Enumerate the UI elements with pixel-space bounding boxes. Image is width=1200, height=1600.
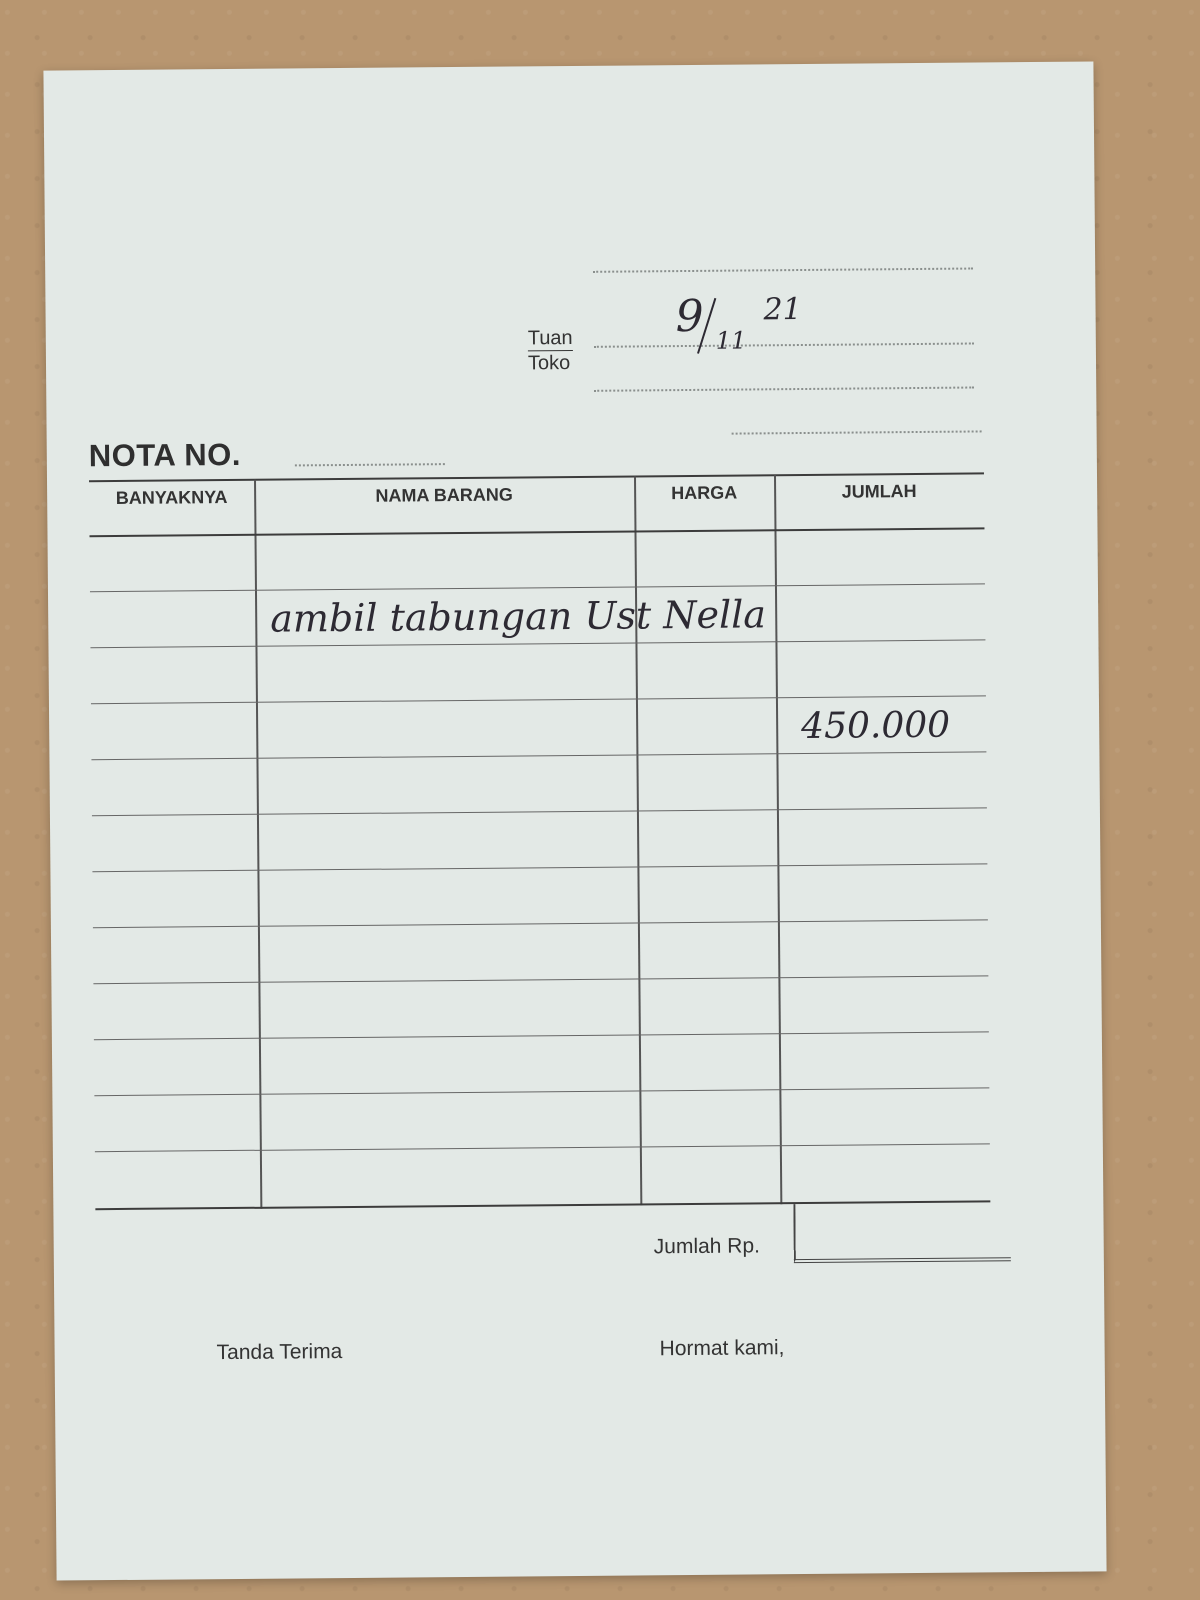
row-line <box>91 695 986 704</box>
item-amount: 450.000 <box>801 704 951 748</box>
receipt-paper <box>43 61 1106 1580</box>
row-line <box>93 919 988 928</box>
row-line <box>90 583 985 592</box>
customer-line-2 <box>594 343 974 348</box>
customer-line-4 <box>732 430 982 434</box>
customer-line-1 <box>593 268 973 273</box>
sender-signature-label: Hormat kami, <box>659 1336 785 1361</box>
header-harga: HARGA <box>671 482 738 504</box>
header-nama-barang: NAMA BARANG <box>375 484 513 506</box>
row-line <box>90 639 985 648</box>
date-day: 9 <box>675 290 704 343</box>
total-label: Jumlah Rp. <box>653 1234 761 1259</box>
nota-number-label: NOTA NO. <box>88 436 242 474</box>
item-description: ambil tabungan Ust Nella <box>270 592 767 641</box>
row-line <box>92 863 987 872</box>
tuan-label: Tuan <box>527 327 573 350</box>
header-banyaknya: BANYAKNYA <box>115 487 228 508</box>
date-month: 11 <box>715 326 747 355</box>
row-line <box>94 1031 989 1040</box>
date-year: 21 <box>763 292 802 328</box>
toko-label: Toko <box>527 352 571 375</box>
customer-line-3 <box>594 386 974 391</box>
receiver-signature-label: Tanda Terima <box>216 1340 343 1365</box>
row-line <box>92 807 987 816</box>
total-box <box>793 1202 1011 1263</box>
row-line <box>91 751 986 760</box>
row-line <box>94 1087 989 1096</box>
header-bottom-line <box>89 527 984 537</box>
nota-number-line <box>295 463 445 466</box>
tuan-toko-label <box>528 326 573 375</box>
header-jumlah: JUMLAH <box>841 481 917 502</box>
row-line <box>93 975 988 984</box>
row-line <box>95 1143 990 1152</box>
